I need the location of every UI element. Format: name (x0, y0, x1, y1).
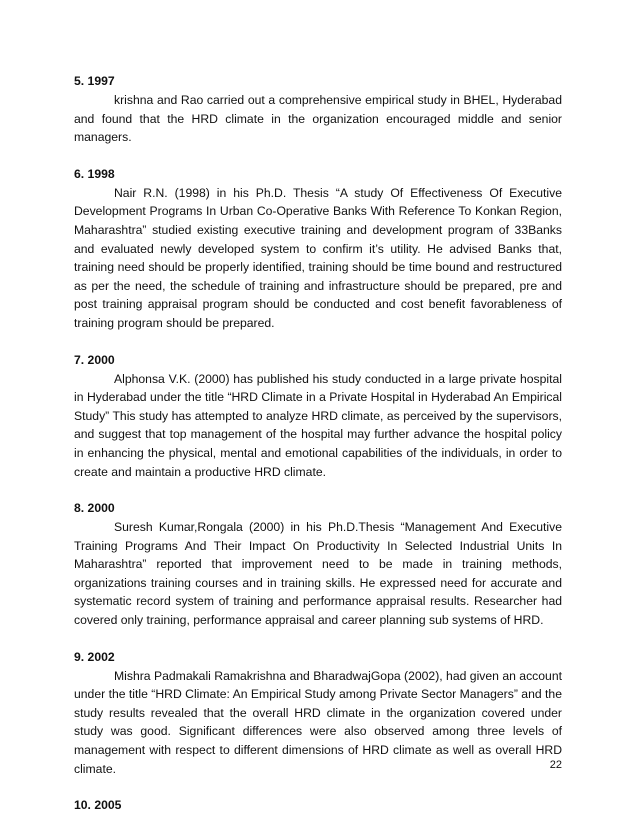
entry-body: Mishra Padmakali Ramakrishna and BharadwajGopa (2002), had given an account under the title “HRD Climate: An Empirical Study among Private Sector Managers” and the study results revealed that the overall HRD climate in the organization covered under study was good. Significant differences were also observed among three levels of management with respect to different dimensions of HRD climate as well as overall HRD climate. (74, 668, 562, 776)
entry-heading: 10. 2005 (74, 798, 122, 813)
document-page (74, 72, 562, 833)
review-entry-2000-a (74, 351, 562, 482)
entry-heading: 7. 2000 (74, 352, 115, 367)
review-entry-1997 (74, 72, 562, 147)
page-number: 22 (549, 759, 562, 771)
entry-body: Suresh Kumar,Rongala (2000) in his Ph.D.Thesis “Management And Executive Training Programs And Their Impact On Productivity In Selected Industrial Units In Maharashtra” reported that improvement need to be made in training methods, organizations training courses and in training skills. He expressed need for accurate and systematic record system of training and performance appraisal results. Researcher had covered only training, performance appraisal and career planning sub systems of HRD. (74, 520, 562, 628)
review-entry-2002 (74, 648, 562, 779)
entry-body: Nair R.N. (1998) in his Ph.D. Thesis “A study Of Effectiveness Of Executive Development Programs In Urban Co-Operative Banks With Reference To Konkan Region, Maharashtra” studied existing executive training and development program of 33Banks and evaluated newly developed system to confirm it’s utility. He advised Banks that, training need should be properly identified, training should be time bound and restructured as per the need, the schedule of training and infrastructure should be prepared, pre and post training appraisal program should be conducted and cost benefit favorableness of training program should be prepared. (74, 185, 562, 330)
entry-heading: 8. 2000 (74, 501, 115, 516)
entry-body: krishna and Rao carried out a comprehensive empirical study in BHEL, Hyderabad and found that the HRD climate in the organization encouraged middle and senior managers. (74, 93, 562, 145)
review-entry-2005 (74, 796, 562, 815)
entry-heading: 6. 1998 (74, 166, 115, 181)
review-entry-2000-b (74, 499, 562, 630)
entry-body: Alphonsa V.K. (2000) has published his study conducted in a large private hospital in Hyderabad under the title “HRD Climate in a Private Hospital in Hyderabad An Empirical Study” This study has attempted to analyze HRD climate, as perceived by the supervisors, and suggest that top management of the hospital may further advance the hospital policy in enhancing the physical, mental and emotional capabilities of the individuals, in order to create and maintain a productive HRD climate. (74, 371, 562, 479)
entry-heading: 9. 2002 (74, 649, 115, 664)
entry-heading: 5. 1997 (74, 74, 115, 88)
review-entry-1998 (74, 165, 562, 333)
